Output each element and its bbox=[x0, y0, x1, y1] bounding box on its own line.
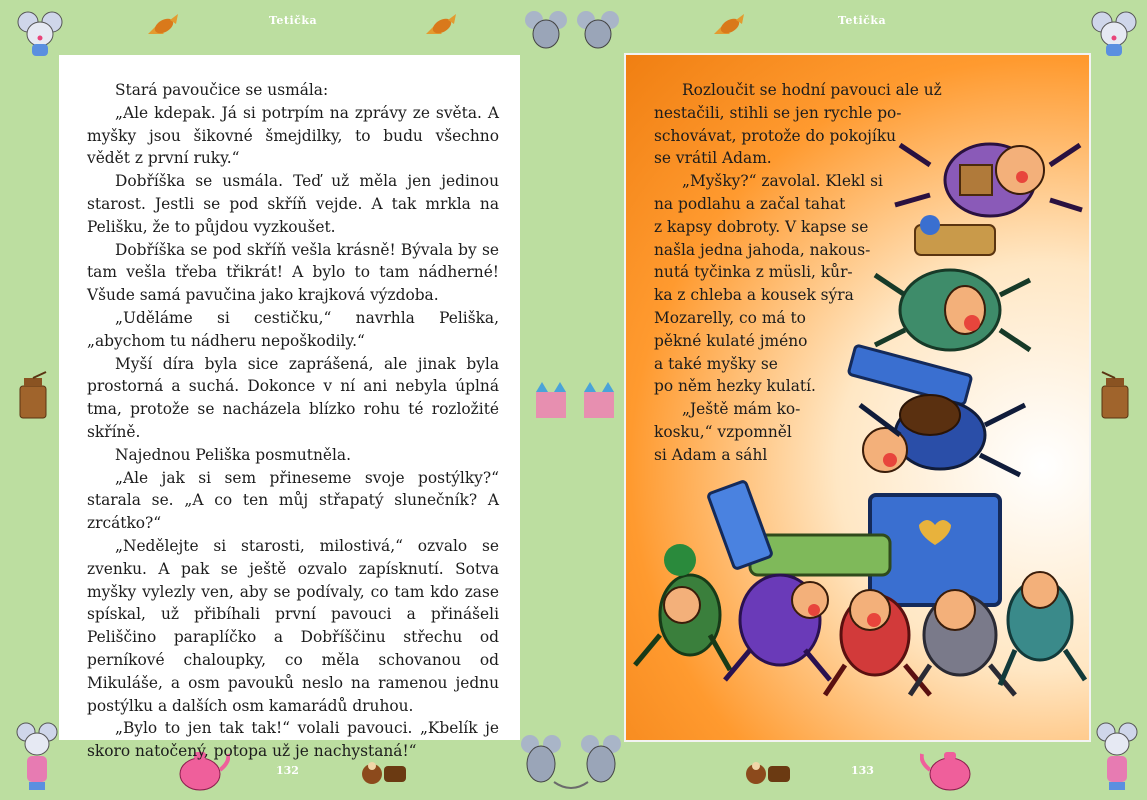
spider-figure bbox=[895, 144, 1082, 216]
text-line: si Adam a sáhl bbox=[654, 445, 768, 464]
text-line: po něm hezky kulatí. bbox=[654, 377, 816, 396]
spiders-carrying-beds-illustration bbox=[630, 105, 1090, 705]
paragraph: Dobříška se usmála. Teď už měla jen jedinou starost. Jestli se pod skříň vejde. A tak mrkla na Pelišku, že to půjdou vyzkoušet. bbox=[87, 172, 499, 236]
paragraph: „Bylo to jen tak tak!“ volali pavouci. „Kbelík je skoro natočený, potopa už je nachystaná!“ bbox=[87, 719, 499, 761]
running-head-right: Tetička bbox=[838, 14, 887, 27]
mice-couple-icon bbox=[508, 732, 634, 796]
text-line: z kapsy dobroty. V kapse se bbox=[654, 217, 869, 236]
text-line: se vrátil Adam. bbox=[654, 149, 772, 168]
paragraph: Stará pavoučice se usmála: bbox=[115, 81, 329, 99]
text-line: nestačili, stihli se jen rychle po- bbox=[654, 103, 902, 122]
text-line: ka z chleba a kousek sýra bbox=[654, 286, 854, 305]
running-head-left: Tetička bbox=[269, 14, 318, 27]
teapot-icon bbox=[920, 740, 980, 794]
mouse-icon bbox=[1086, 8, 1142, 58]
mice-couple-icon bbox=[516, 8, 626, 58]
spider-figure bbox=[725, 575, 830, 680]
paragraph: Dobříška se pod skříň vešla krásně! Bývala by se tam vešla třeba třikrát! A bylo to tam nádherné! Všude samá pavučina jako krajková výzdoba. bbox=[87, 240, 499, 305]
text-line: pěkné kulaté jméno bbox=[654, 331, 808, 350]
left-page bbox=[59, 55, 520, 761]
paragraph: Najednou Peliška posmutněla. bbox=[115, 445, 351, 464]
candy-icon bbox=[420, 10, 460, 44]
text-line: nutá tyčinka z müsli, kůr- bbox=[654, 263, 853, 282]
text-line: na podlahu a začal tahat bbox=[654, 194, 846, 213]
paragraph: „Ale jak si sem přineseme svoje postýlky?“ starala se. „A co ten můj střapatý slunečník? A zrcátko?“ bbox=[87, 468, 499, 533]
paragraph: Myší díra byla sice zaprášená, ale jinak byla prostorná a suchá. Dokonce v ní ani nebyla úplná tma, protože se nacházela blízko rohu té rozložité skříně. bbox=[87, 354, 499, 441]
spider-figure bbox=[848, 345, 1025, 475]
page-number-right: 133 bbox=[851, 764, 874, 777]
text-line: „Ještě mám ko- bbox=[682, 400, 801, 419]
coffee-grinder-icon bbox=[10, 370, 54, 426]
mouse-icon bbox=[12, 718, 62, 794]
mouse-icon bbox=[12, 8, 68, 58]
paragraph: „Uděláme si cestičku,“ navrhla Peliška, „abychom tu nádheru nepoškodily.“ bbox=[87, 308, 499, 350]
page-number-left: 132 bbox=[276, 764, 299, 777]
spider-figure bbox=[1000, 572, 1085, 685]
text-line: Mozarelly, co má to bbox=[654, 308, 806, 327]
left-page-text bbox=[87, 79, 499, 763]
pastry-icon bbox=[742, 754, 794, 788]
text-line: schovávat, protože do pokojíku bbox=[654, 126, 897, 145]
candy-icon bbox=[142, 10, 182, 44]
mouse-icon bbox=[1092, 718, 1142, 794]
candy-icon bbox=[708, 10, 748, 44]
spider-figure bbox=[635, 544, 730, 670]
text-line: Rozloučit se hodní pavouci ale už bbox=[682, 81, 942, 99]
text-line: a také myšky se bbox=[654, 354, 778, 373]
coffee-grinder-icon bbox=[1094, 370, 1138, 426]
text-line: „Myšky?“ zavolal. Klekl si bbox=[682, 172, 883, 191]
paragraph: „Ale kdepak. Já si potrpím na zprávy ze světa. A myšky jsou šikovné šmejdilky, to budu všechno vědět z první ruky.“ bbox=[87, 103, 499, 168]
spider-figure bbox=[875, 215, 1030, 350]
paragraph: „Nedělejte si starosti, milostivá,“ ozvalo se zvenku. A pak se ještě ozvalo zapísknutí. Sotva myšky vylezly ven, aby se podívaly, co tam kdo zase spískal, už přibíhali první pavouci a přinášeli Peliščino paraplíčko a Dobříščinu střechu od perníkové chaloupky, co měla schovanou od Mikuláše, a osm pavouků neslo na ramenou jednu postýlku a dalších osm kamarádů druhou. bbox=[87, 536, 499, 715]
text-line: kosku,“ vzpomněl bbox=[654, 422, 792, 441]
castle-icon bbox=[530, 378, 620, 422]
text-line: našla jedna jahoda, nakous- bbox=[654, 240, 871, 259]
